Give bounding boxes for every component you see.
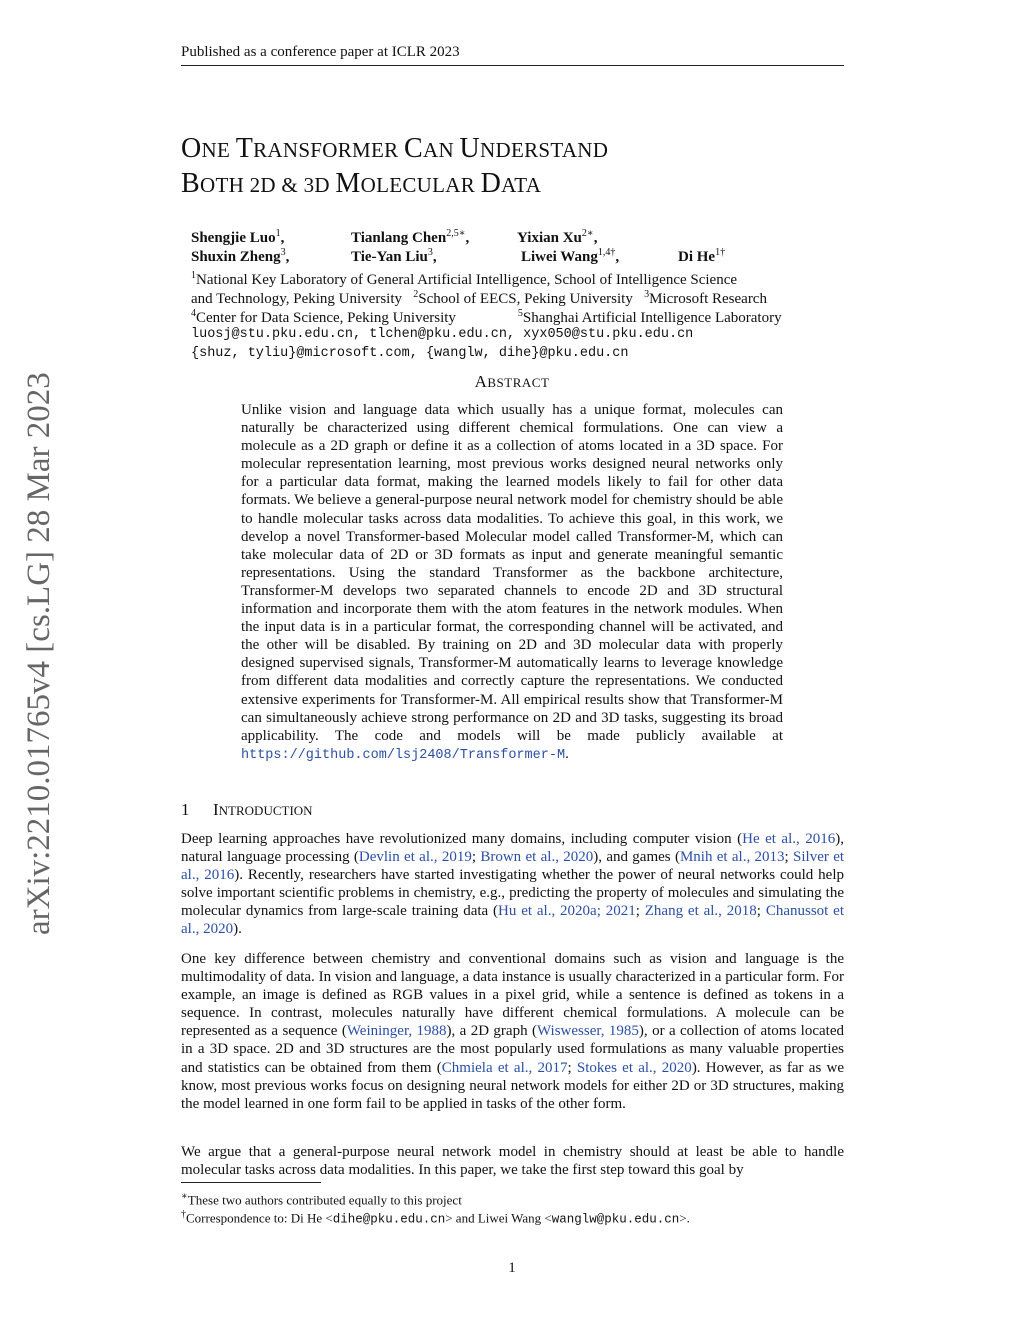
paragraph-text: ). Recently, researchers have started investigating whether the power of neural networks could help solve important scientific problems in chemistry, e.g., predicting the property of molecules and simulating the molecular dynamics from large-scale training data ( <box>181 867 845 920</box>
paragraph-text: Deep learning approaches have revolutionized many domains, including computer vision ( <box>181 831 743 847</box>
citation-link[interactable]: Brown et al., 2020 <box>480 849 594 866</box>
citation-link[interactable]: He et al., 2016 <box>742 831 836 847</box>
arxiv-side-label: arXiv:2210.01765v4 [cs.LG] 28 Mar 2023 <box>21 372 57 935</box>
paragraph-text: One key difference between chemistry and conventional domains such as vision and language is the multimodality of data. In vision and language, a data instance is usually characterized in a particular form. For example, an image is defined as RGB values in a pixel grid, while a sentence is defined as tokens in a sequence. In contrast, molecules naturally have different chemical formulations. A molecule can be represented as a sequence ( <box>181 951 844 1040</box>
paper-title <box>181 132 608 202</box>
affiliation-line-1: $^1$National Key Laboratory of General Artificial Intelligence, School of Intelligence Science <box>191 270 738 288</box>
author: Yixian $Xu^{2∗}$, <box>517 228 598 246</box>
affiliation-line-2: and Technology, Peking University $^2$School of EECS, Peking University $^3$Microsoft Research <box>191 289 767 307</box>
affiliation-line-3: $^4$Center for Data Science, Peking University $^5$Shanghai Artificial Intelligence Laboratory <box>191 308 782 326</box>
paragraph-text: ; <box>635 903 645 920</box>
citation-link[interactable]: Silver et al., 2016 <box>181 849 845 884</box>
footnote-text: These two authors contributed equally to this project <box>187 1192 462 1208</box>
paragraph-text: ; <box>756 903 766 920</box>
citation-link[interactable]: Chanussot et al., 2020 <box>181 903 845 938</box>
footnote-equal-contribution <box>181 1189 844 1208</box>
abstract-body: Unlike vision and language data which usually has a unique format, molecules can naturally be characterized using different chemical formulations. One can view a molecule as a 2D graph or define it as a collection of atoms located in a 3D space. For molecular representation learning, most previous works designed neural networks only for a particular data format, making the learned models likely to fail for other data formats. We believe a general-purpose neural network model for chemistry should be able to handle molecular tasks across data modalities. To achieve this goal, in this work, we develop a novel Transformer-based Molecular model called Transformer-M, which can take molecular data of 2D or 3D formats as input and generate meaningful semantic representations. Using the standard Transformer as the backbone architecture, Transformer-M develops two separated channels to encode 2D and 3D structural information and incorporate them with the atom features in the network modules. When the input data is in a particular format, the corresponding channel will be activated, and the other will be disabled. By training on 2D and 3D molecular data with properly designed supervised signals, Transformer-M automatically learns to leverage knowledge from different data modalities and correctly capture the representations. We conducted extensive experiments for Transformer-M. All empirical results show that Transformer-M can simultaneously achieve strong performance on 2D and 3D tasks, suggesting its broad applicability. The code and models will be made publicly available at https://github.com/lsj2408/Transformer-M. <box>241 402 783 763</box>
paragraph-text: ), natural language processing ( <box>181 831 845 866</box>
footnote-text: >. <box>679 1210 690 1226</box>
paragraph-text: We argue that a general-purpose neural network model in chemistry should at least be able to handle molecular tasks across data modalities. In this paper, we take the first step toward this goal by <box>181 1144 844 1179</box>
footnote-mark: ∗ <box>181 1191 188 1202</box>
citation-link[interactable]: Weininger, 1988 <box>346 1023 447 1040</box>
paragraph-text: ; <box>471 849 481 866</box>
header-rule <box>181 65 844 66</box>
author-emails-1: luosj@stu.pku.edu.cn, tlchen@pku.edu.cn, xyx050@stu.pku.edu.cn <box>191 327 694 342</box>
email-address: wanglw@pku.edu.cn <box>551 1212 680 1227</box>
author: Shuxin Zheng$^3$, <box>191 247 290 265</box>
footnote-rule <box>181 1182 321 1183</box>
page-number: 1 <box>508 1260 516 1276</box>
intro-paragraph-1 <box>181 830 844 939</box>
citation-link[interactable]: Hu et al., 2020a; 2021 <box>498 903 636 920</box>
paragraph-text: ). <box>233 921 242 938</box>
intro-paragraph-3 <box>181 1143 844 1179</box>
paragraph-text: ; <box>567 1059 577 1076</box>
author: Di $He^{1\dagger}$ <box>678 247 726 265</box>
citation-link[interactable]: Devlin et al., 2019 <box>358 849 472 866</box>
code-link[interactable]: https://github.com/lsj2408/Transformer-M <box>241 747 566 763</box>
paragraph-text: ). However, as far as we know, most previous works focus on designing neural network models for either 2D or 3D structures, making the model learned in one form fail to be applied in tasks of the other form. <box>181 1059 845 1112</box>
paragraph-text: ), a 2D graph ( <box>446 1023 537 1040</box>
running-header: Published as a conference paper at ICLR 2023 <box>181 44 460 60</box>
footnote-mark: † <box>181 1209 186 1220</box>
footnote-text: Correspondence to: Di He < <box>186 1210 333 1226</box>
title-line-2: BOTH 2D & 3D MOLECULAR DATA <box>181 168 542 199</box>
author: Liwei Wang$^{1,4\dagger}$, <box>521 247 620 265</box>
paragraph-text: ), and games ( <box>593 849 680 866</box>
citation-link[interactable]: Zhang et al., 2018 <box>644 903 757 920</box>
email-address: dihe@pku.edu.cn <box>332 1212 446 1227</box>
title-line-1: ONE TRANSFORMER CAN UNDERSTAND <box>181 133 609 164</box>
citation-link[interactable]: Mnih et al., 2013 <box>679 849 785 866</box>
abstract-heading: ABSTRACT <box>474 372 550 391</box>
footnote-text: > and Liwei Wang < <box>445 1210 552 1226</box>
author-emails-2: {shuz, tyliu}@microsoft.com, {wanglw, dihe}@pku.edu.cn <box>191 346 629 361</box>
author: Tie-Yan Liu$^3$, <box>351 247 437 265</box>
paragraph-text: ; <box>784 849 794 866</box>
intro-paragraph-2 <box>181 950 844 1113</box>
author: Tianlang Chen$^{2,5∗}$, <box>351 228 470 246</box>
paragraph-text: ), or a collection of atoms located in a 3D space. 2D and 3D structures are the most popularly used formulations as many valuable properties and statistics can be obtained from them ( <box>181 1023 844 1076</box>
citation-link[interactable]: Stokes et al., 2020 <box>576 1059 692 1076</box>
author: Shengjie Luo$^1$, <box>191 228 285 246</box>
section-heading: 1 INTRODUCTION <box>181 800 313 819</box>
citation-link[interactable]: Wiswesser, 1985 <box>536 1023 639 1040</box>
citation-link[interactable]: Chmiela et al., 2017 <box>441 1059 568 1076</box>
footnote-correspondence <box>181 1207 844 1227</box>
